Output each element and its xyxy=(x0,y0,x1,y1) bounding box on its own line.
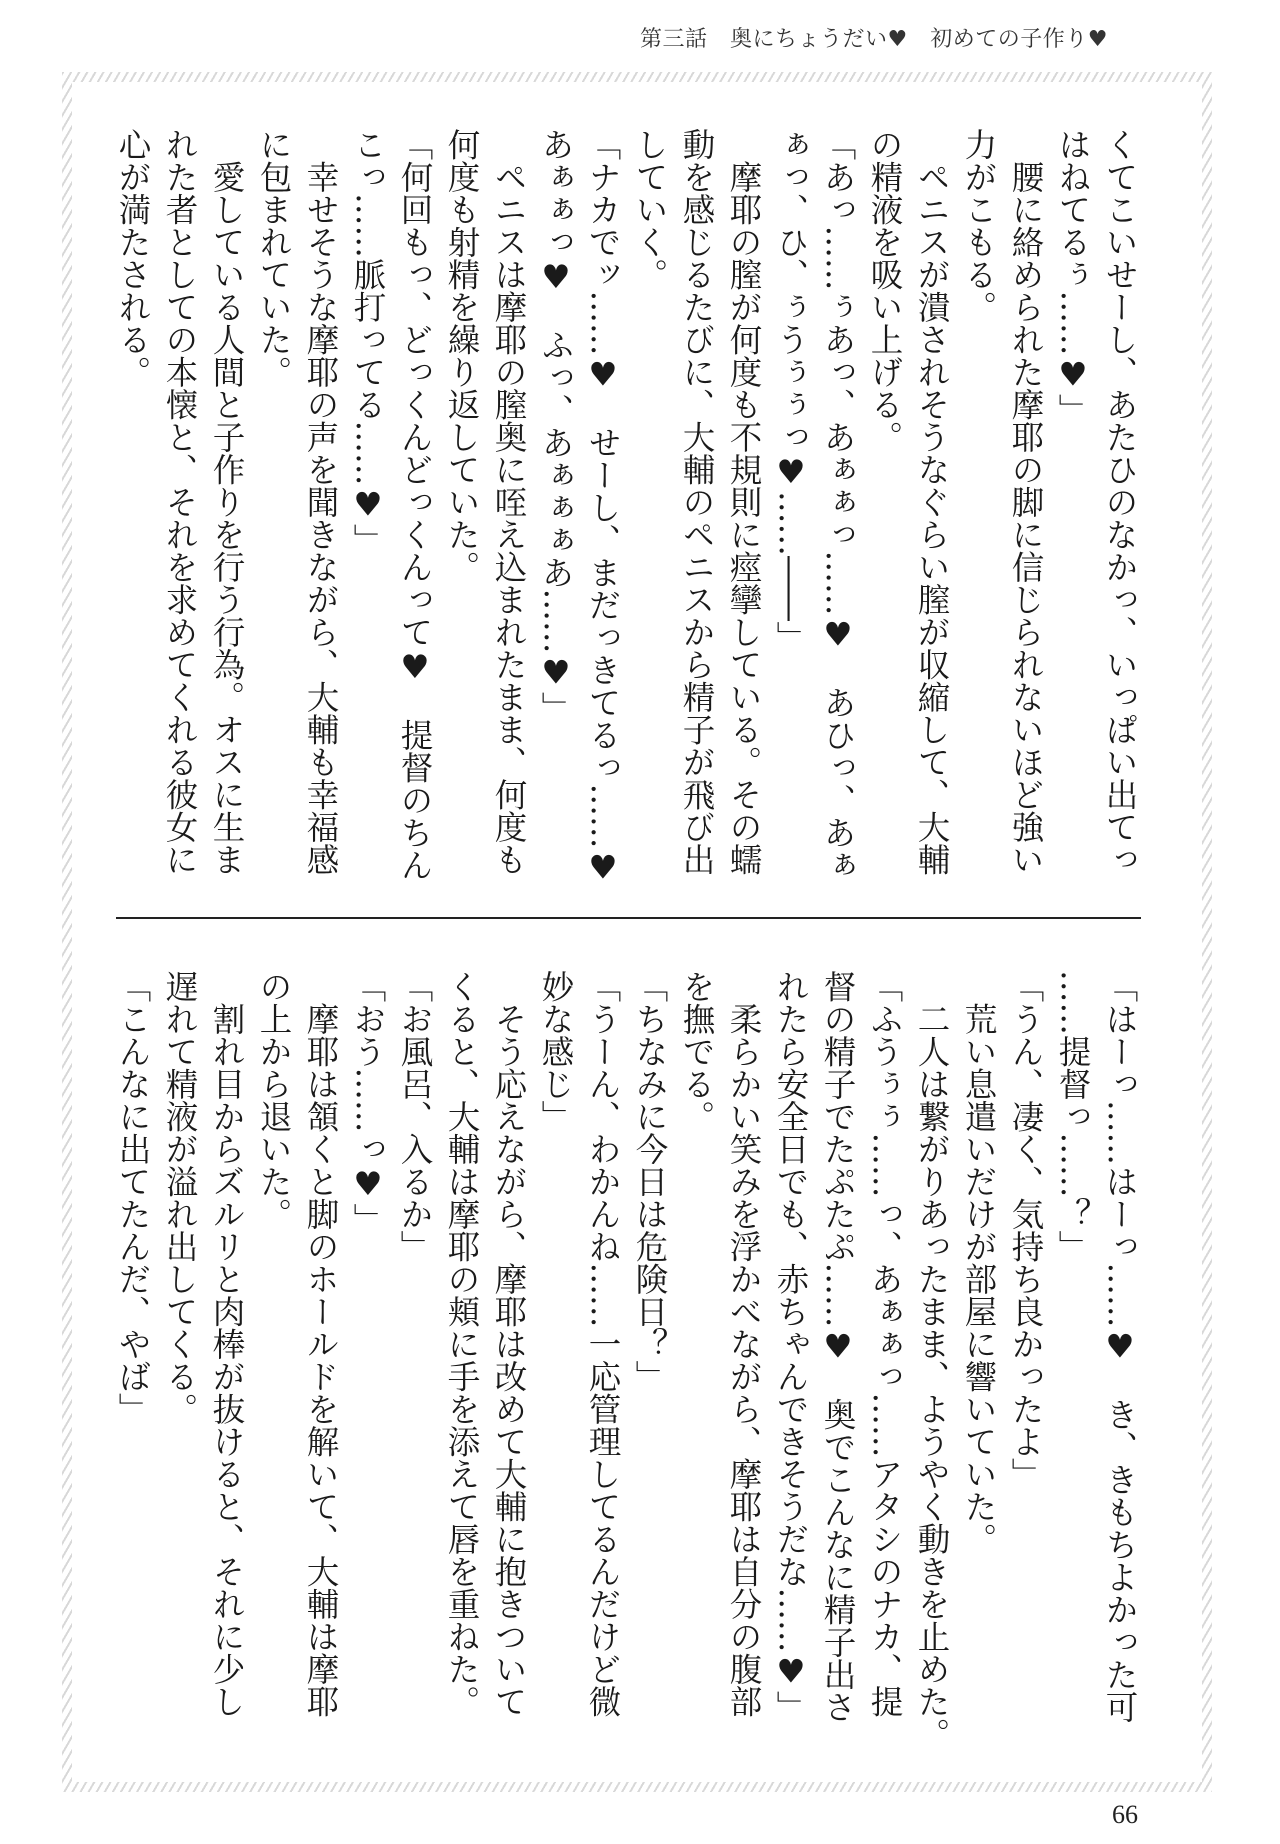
text-column: 力がこもる。 xyxy=(960,128,998,323)
text-column: はねてるぅ……♥」 xyxy=(1054,128,1092,426)
text-column: 「お風呂、入るか」 xyxy=(396,970,434,1263)
text-column: 「ふうぅぅ……っ、あぁぁっ……アタシのナカ、提 xyxy=(866,970,904,1718)
text-column: 「何回もっ、どっくんどっくんって♥ 提督のちん xyxy=(396,128,434,881)
text-column: そう応えながら、摩耶は改めて大輔に抱きついて xyxy=(490,970,528,1718)
text-column: 「ナカでッ……♥ せーし、まだっきてるっ……♥ xyxy=(584,128,622,887)
bottom-text-block xyxy=(109,970,1143,1770)
text-column: 割れ目からズルリと肉棒が抜けると、それに少し xyxy=(208,970,246,1718)
top-text-block xyxy=(109,128,1143,928)
text-column: 督の精子でたぷたぷ……♥ 奥でこんなに精子出さ xyxy=(819,970,857,1723)
text-column: あぁぁっ♥ ふっ、あぁぁぁあ……♥」 xyxy=(537,128,575,724)
text-column: を撫でる。 xyxy=(678,970,716,1133)
text-column: 幸せそうな摩耶の声を聞きながら、大輔も幸福感 xyxy=(302,128,340,876)
text-column: れたら安全日でも、赤ちゃんできそうだな……♥」 xyxy=(772,970,810,1723)
text-column: こっ……脈打ってる……♥」 xyxy=(349,128,387,556)
text-column: 「こんなに出てたんだ、やば」 xyxy=(114,970,152,1425)
text-column: 柔らかい笑みを浮かべながら、摩耶は自分の腹部 xyxy=(725,970,763,1718)
text-column: していく。 xyxy=(631,128,669,291)
text-column: くてこいせーし、あたひのなかっ、いっぱい出てっ xyxy=(1101,128,1139,876)
text-column: ペニスは摩耶の膣奥に咥え込まれたまま、何度も xyxy=(490,128,528,876)
text-column: の精液を吸い上げる。 xyxy=(866,128,904,453)
text-column: 荒い息遣いだけが部屋に響いていた。 xyxy=(960,970,998,1555)
text-column: 「うん、凄く、気持ち良かったよ」 xyxy=(1007,970,1045,1490)
text-column: 「ちなみに今日は危険日？」 xyxy=(631,970,669,1393)
text-column: れた者としての本懐と、それを求めてくれる彼女に xyxy=(161,128,199,876)
text-column: 「あっ……ぅあっ、あぁぁっ……♥ あひっ、あぁ xyxy=(819,128,857,881)
text-column: 何度も射精を繰り返していた。 xyxy=(443,128,481,583)
running-title: 第三話 奥にちょうだい♥ 初めての子作り♥ xyxy=(640,27,1108,52)
text-column: 「うーん、わかんね……一応管理してるんだけど微 xyxy=(584,970,622,1718)
section-divider xyxy=(116,917,1141,919)
text-column: に包まれていた。 xyxy=(255,128,293,388)
text-column: 摩耶の膣が何度も不規則に痙攣している。その蠕 xyxy=(725,128,763,876)
text-column: 動を感じるたびに、大輔のペニスから精子が飛び出 xyxy=(678,128,716,876)
text-column: 「おう……っ♥」 xyxy=(349,970,387,1236)
text-column: 遅れて精液が溢れ出してくる。 xyxy=(161,970,199,1425)
text-column: 妙な感じ」 xyxy=(537,970,575,1133)
text-column: 愛している人間と子作りを行う行為。オスに生ま xyxy=(208,128,246,876)
text-column: 摩耶は頷くと脚のホールドを解いて、大輔は摩耶 xyxy=(302,970,340,1718)
text-column: 心が満たされる。 xyxy=(114,128,152,388)
text-column: ぁっ、ひ、ぅうぅぅっ♥……――」 xyxy=(772,128,810,654)
text-column: ……提督っ……？」 xyxy=(1054,970,1092,1263)
text-column: くると、大輔は摩耶の頬に手を添えて唇を重ねた。 xyxy=(443,970,481,1718)
page-number: 66 xyxy=(1112,1800,1138,1829)
text-column: 腰に絡められた摩耶の脚に信じられないほど強い xyxy=(1007,128,1045,876)
text-column: 二人は繋がりあったまま、ようやく動きを止めた。 xyxy=(913,970,951,1750)
text-column: ペニスが潰されそうなぐらい膣が収縮して、大輔 xyxy=(913,128,951,876)
text-column: の上から退いた。 xyxy=(255,970,293,1230)
text-column: 「はーっ……はーっ……♥ き、きもちよかった可 xyxy=(1101,970,1139,1723)
